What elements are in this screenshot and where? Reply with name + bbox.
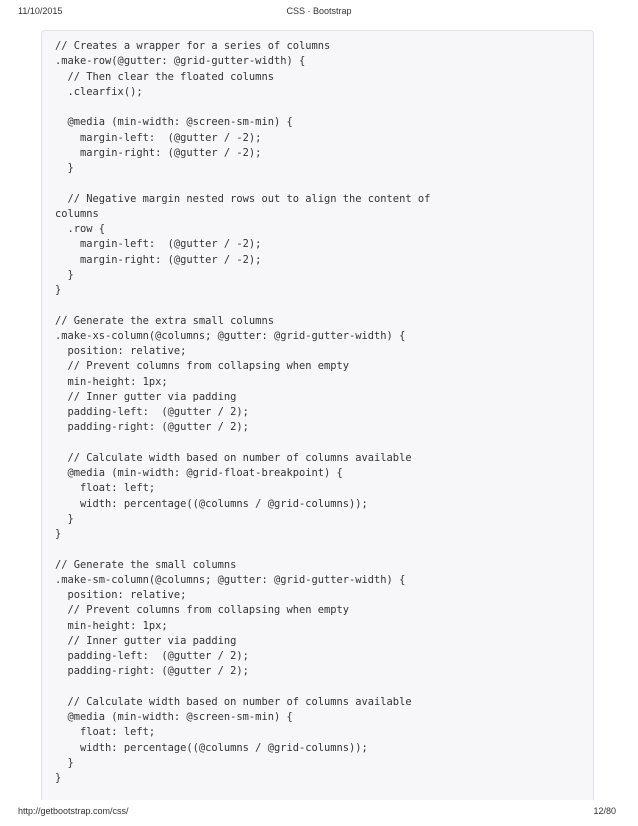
- code-line: // Generate the extra small columns: [55, 314, 274, 327]
- code-line: .row {: [55, 223, 106, 235]
- code-line: // Calculate width based on number of columns available: [55, 695, 412, 708]
- code-line: // Generate the small columns: [55, 558, 237, 571]
- code-line: .clearfix();: [55, 85, 143, 98]
- code-line: margin-right: (@gutter / -2);: [55, 146, 262, 159]
- code-line: }: [55, 512, 74, 525]
- code-line: margin-left: (@gutter / -2);: [55, 131, 262, 144]
- code-line: }: [55, 756, 74, 769]
- code-line: padding-left: (@gutter / 2);: [55, 650, 249, 662]
- code-line: width: percentage((@columns / @grid-columns));: [55, 741, 368, 754]
- code-line: [55, 436, 587, 451]
- code-line: margin-right: (@gutter / -2);: [55, 253, 262, 266]
- print-date: 11/10/2015: [18, 6, 63, 16]
- code-line: [55, 176, 587, 191]
- code-line: // Then clear the floated columns: [55, 70, 274, 83]
- code-line: @media (min-width: @screen-sm-min) {: [55, 116, 293, 129]
- code-line: // Inner gutter via padding: [55, 390, 237, 403]
- code-line: }: [55, 772, 62, 784]
- code-block: [41, 30, 594, 800]
- code-line: min-height: 1px;: [55, 619, 168, 632]
- code-line: float: left;: [55, 482, 156, 495]
- code-line: [55, 680, 587, 695]
- code-line: margin-left: (@gutter / -2);: [55, 238, 262, 251]
- code-line: // Inner gutter via padding: [55, 634, 237, 647]
- code-line: .make-sm-column(@columns; @gutter: @grid-gutter-width) {: [55, 573, 406, 586]
- code-line: @media (min-width: @screen-sm-min) {: [55, 711, 293, 723]
- code-line: [55, 100, 587, 115]
- code-line: .make-row(@gutter: @grid-gutter-width) {: [55, 55, 306, 68]
- code-line: position: relative;: [55, 589, 187, 601]
- code-line: width: percentage((@columns / @grid-columns));: [55, 497, 368, 510]
- code-line: }: [55, 162, 74, 174]
- code-line: // Negative margin nested rows out to align the content of: [55, 192, 431, 205]
- code-line: .make-xs-column(@columns; @gutter: @grid-gutter-width) {: [55, 329, 406, 342]
- print-footer: [0, 806, 638, 820]
- page-title: CSS · Bootstrap: [286, 6, 352, 16]
- code-line: // Creates a wrapper for a series of columns: [55, 40, 331, 52]
- code-line: min-height: 1px;: [55, 375, 168, 388]
- code-line: [55, 298, 587, 313]
- code-line: columns: [55, 207, 99, 220]
- code-line: position: relative;: [55, 345, 187, 357]
- code-line: padding-left: (@gutter / 2);: [55, 406, 249, 418]
- code-line: @media (min-width: @grid-float-breakpoint) {: [55, 467, 343, 479]
- code-line: }: [55, 528, 62, 540]
- code-line: }: [55, 284, 62, 296]
- code-line: [55, 542, 587, 557]
- code-lines: [55, 39, 587, 800]
- code-line: // Calculate width based on number of columns available: [55, 451, 412, 464]
- code-line: // Prevent columns from collapsing when empty: [55, 360, 350, 373]
- page-url: http://getbootstrap.com/css/: [18, 806, 129, 816]
- code-line: padding-right: (@gutter / 2);: [55, 421, 249, 434]
- code-line: float: left;: [55, 726, 156, 739]
- code-line: padding-right: (@gutter / 2);: [55, 665, 249, 678]
- code-line: // Prevent columns from collapsing when empty: [55, 604, 350, 617]
- print-header: [0, 6, 638, 20]
- page-number: 12/80: [593, 806, 616, 816]
- code-line: }: [55, 268, 74, 281]
- code-line: [55, 786, 587, 800]
